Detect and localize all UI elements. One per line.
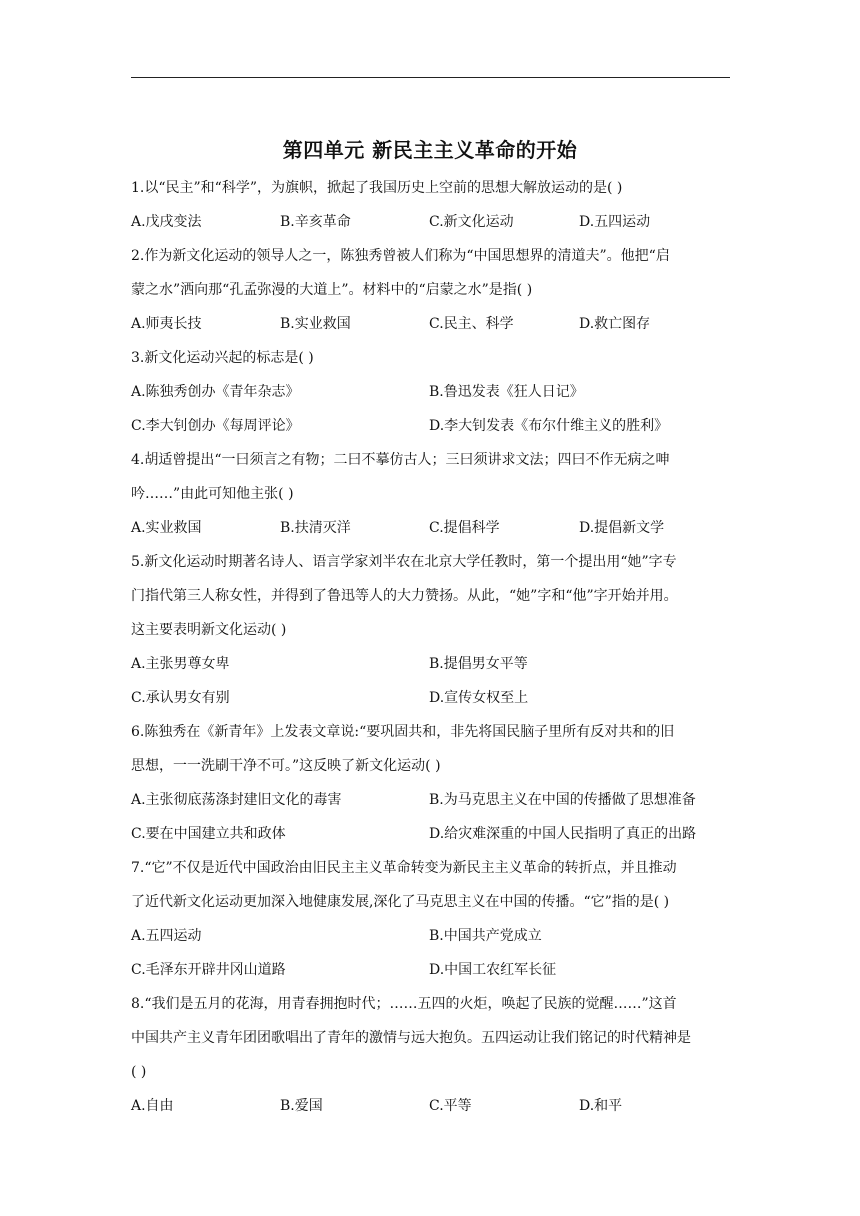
question-3-option-d: D.李大钊发表《布尔什维主义的胜利》 bbox=[429, 418, 669, 434]
question-1-option-d: D.五四运动 bbox=[579, 214, 651, 230]
question-7-option-c: C.毛泽东开辟井冈山道路 bbox=[131, 962, 286, 978]
question-5-text-line-2: 门指代第三人称女性，并得到了鲁迅等人的大力赞扬。从此，“她”字和“他”字开始并用。 bbox=[131, 588, 678, 604]
question-1-option-b: B.辛亥革命 bbox=[280, 214, 351, 230]
page-title: 第四单元 新民主主义革命的开始 bbox=[282, 138, 578, 162]
question-5-option-b: B.提倡男女平等 bbox=[429, 656, 528, 672]
question-2-option-d: D.救亡图存 bbox=[579, 316, 651, 332]
question-7-option-b: B.中国共产党成立 bbox=[429, 928, 542, 944]
question-4-option-a: A.实业救国 bbox=[131, 520, 202, 536]
question-8-option-a: A.自由 bbox=[131, 1098, 174, 1114]
question-5-option-d: D.宣传女权至上 bbox=[429, 690, 529, 706]
question-6-option-b: B.为马克思主义在中国的传播做了思想准备 bbox=[429, 792, 696, 808]
question-3-option-b: B.鲁迅发表《狂人日记》 bbox=[429, 384, 584, 400]
question-1-option-a: A.戊戌变法 bbox=[131, 214, 202, 230]
question-4-text-line-2: 吟……”由此可知他主张( ) bbox=[131, 486, 294, 502]
question-7-option-d: D.中国工农红军长征 bbox=[429, 962, 557, 978]
question-5-option-a: A.主张男尊女卑 bbox=[131, 656, 230, 672]
question-1-text: 1.以“民主”和“科学”，为旗帜，掀起了我国历史上空前的思想大解放运动的是( ) bbox=[131, 180, 623, 196]
question-3-text: 3.新文化运动兴起的标志是( ) bbox=[131, 350, 314, 366]
question-5-option-c: C.承认男女有别 bbox=[131, 690, 230, 706]
question-4-option-b: B.扶清灭洋 bbox=[280, 520, 351, 536]
question-8-text-line-1: 8.“我们是五月的花海，用青春拥抱时代；……五四的火炬，唤起了民族的觉醒……”这首 bbox=[131, 996, 677, 1012]
question-4-option-d: D.提倡新文学 bbox=[579, 520, 665, 536]
question-6-option-a: A.主张彻底荡涤封建旧文化的毒害 bbox=[131, 792, 342, 808]
question-8-option-d: D.和平 bbox=[579, 1098, 623, 1114]
question-8-option-c: C.平等 bbox=[429, 1098, 472, 1114]
question-6-option-c: C.要在中国建立共和政体 bbox=[131, 826, 286, 842]
question-7-option-a: A.五四运动 bbox=[131, 928, 202, 944]
question-8-option-b: B.爱国 bbox=[280, 1098, 323, 1114]
question-1-option-c: C.新文化运动 bbox=[429, 214, 514, 230]
question-7-text-line-1: 7.“它”不仅是近代中国政治由旧民主主义革命转变为新民主主义革命的转折点，并且推动 bbox=[131, 860, 677, 876]
question-5-text-line-3: 这主要表明新文化运动( ) bbox=[131, 622, 287, 638]
question-3-option-a: A.陈独秀创办《青年杂志》 bbox=[131, 384, 300, 400]
question-2-text-line-2: 蒙之水”洒向那“孔孟弥漫的大道上”。材料中的“启蒙之水”是指( ) bbox=[131, 282, 533, 298]
question-6-option-d: D.给灾难深重的中国人民指明了真正的出路 bbox=[429, 826, 697, 842]
question-3-option-c: C.李大钊创办《每周评论》 bbox=[131, 418, 300, 434]
question-8-text-line-3: ( ) bbox=[131, 1064, 147, 1080]
question-4-text-line-1: 4.胡适曾提出“一曰须言之有物；二曰不摹仿古人；三曰须讲求文法；四曰不作无病之呻 bbox=[131, 452, 670, 468]
question-7-text-line-2: 了近代新文化运动更加深入地健康发展,深化了马克思主义在中国的传播。“它”指的是( ) bbox=[131, 894, 670, 910]
question-6-text-line-1: 6.陈独秀在《新青年》上发表文章说:“要巩固共和，非先将国民脑子里所有反对共和的旧 bbox=[131, 724, 675, 740]
question-2-option-b: B.实业救国 bbox=[280, 316, 351, 332]
question-2-option-a: A.师夷长技 bbox=[131, 316, 202, 332]
question-6-text-line-2: 思想，一一洗刷干净不可。”这反映了新文化运动( ) bbox=[131, 758, 441, 774]
header-rule bbox=[131, 77, 730, 78]
question-5-text-line-1: 5.新文化运动时期著名诗人、语言学家刘半农在北京大学任教时，第一个提出用“她”字专 bbox=[131, 554, 677, 570]
question-2-option-c: C.民主、科学 bbox=[429, 316, 514, 332]
question-2-text-line-1: 2.作为新文化运动的领导人之一，陈独秀曾被人们称为“中国思想界的清道夫”。他把“启 bbox=[131, 248, 670, 264]
question-8-text-line-2: 中国共产主义青年团团歌唱出了青年的激情与远大抱负。五四运动让我们铭记的时代精神是 bbox=[131, 1030, 691, 1046]
question-4-option-c: C.提倡科学 bbox=[429, 520, 500, 536]
